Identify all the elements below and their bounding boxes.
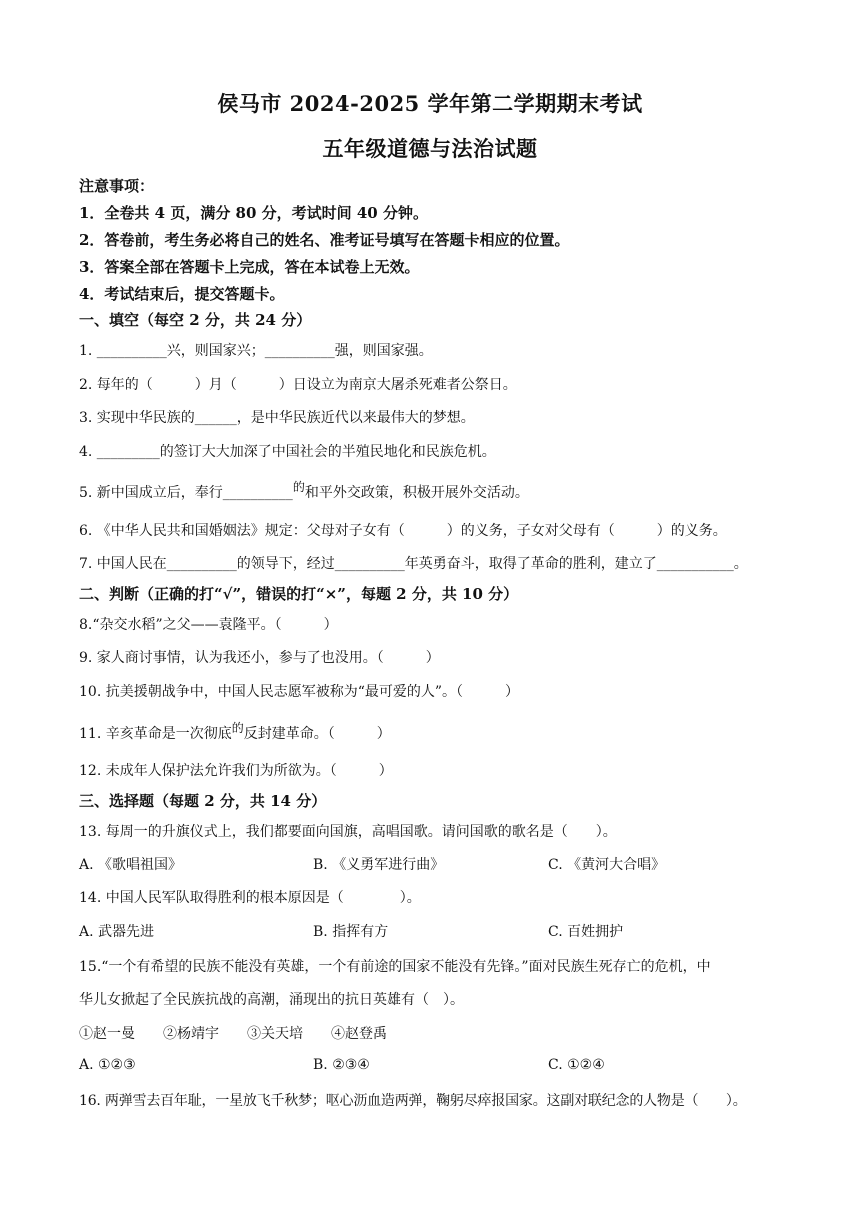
notice-heading: 注意事项： — [79, 177, 155, 195]
section-heading: 二、判断（正确的打“√”，错误的打“×”，每题 2 分，共 10 分） — [79, 585, 519, 603]
question-15: 15.“一个有希望的民族不能没有英雄，一个有前途的国家不能没有先锋。”面对民族生死存亡的危机，中 — [79, 959, 711, 975]
question-14-option-b: B. 指挥有方 — [313, 924, 389, 940]
question-4: 4. _________的签订大大加深了中国社会的半殖民地化和民族危机。 — [79, 444, 496, 460]
question-13: 13. 每周一的升旗仪式上，我们都要面向国旗，高唱国歌。请问国歌的歌名是（ ）。 — [79, 824, 617, 840]
question-15-option-c: C. ①②④ — [548, 1057, 605, 1073]
question-15-continued: 华儿女掀起了全民族抗战的高潮，涌现出的抗日英雄有（ ）。 — [79, 992, 464, 1008]
exam-subtitle: 五年级道德与法治试题 — [322, 136, 538, 161]
question-7: 7. 中国人民在__________的领导下，经过__________年英勇奋斗，取得了革命的胜利，建立了___________。 — [79, 556, 748, 572]
question-15-option-b: B. ②③④ — [313, 1057, 370, 1073]
question-16: 16. 两弹雪去百年耻，一星放飞千秋梦；呕心沥血造两弹，鞠躬尽瘁报国家。这副对联纪念的人物是（ ）。 — [79, 1093, 747, 1109]
question-11-text: 11. 辛亥革命是一次彻底 — [79, 726, 232, 742]
question-15-items: ①赵一曼 ②杨靖宇 ③关天培 ④赵登禹 — [79, 1026, 387, 1042]
question-14-option-a: A. 武器先进 — [79, 924, 155, 940]
question-9: 9. 家人商讨事情，认为我还小，参与了也没用。（ ） — [79, 650, 440, 666]
question-10: 10. 抗美援朝战争中，中国人民志愿军被称为“最可爱的人”。（ ） — [79, 684, 520, 700]
question-11 — [79, 723, 391, 743]
question-13-option-c: C. 《黄河大合唱》 — [548, 857, 666, 873]
notice-item: 3．答案全部在答题卡上完成，答在本试卷上无效。 — [79, 258, 420, 276]
notice-item: 4．考试结束后，提交答题卡。 — [79, 285, 285, 303]
question-14-option-c: C. 百姓拥护 — [548, 924, 624, 940]
question-6: 6. 《中华人民共和国婚姻法》规定：父母对子女有（ ）的义务，子女对父母有（ ）的义务。 — [79, 523, 727, 539]
notice-item: 1．全卷共 4 页，满分 80 分，考试时间 40 分钟。 — [79, 204, 428, 222]
notice-item: 2．答卷前，考生务必将自己的姓名、准考证号填写在答题卡相应的位置。 — [79, 231, 570, 249]
question-11-text-end: 反封建革命。（ ） — [243, 726, 391, 742]
section-heading: 一、填空（每空 2 分，共 24 分） — [79, 311, 312, 329]
question-5-text: 5. 新中国成立后，奉行__________ — [79, 485, 293, 501]
question-2: 2. 每年的（ ）月（ ）日设立为南京大屠杀死难者公祭日。 — [79, 377, 517, 393]
question-5 — [79, 482, 529, 502]
question-13-option-b: B. 《义勇军进行曲》 — [313, 857, 445, 873]
exam-title: 侯马市 2024-2025 学年第二学期期末考试 — [217, 91, 643, 116]
question-12: 12. 未成年人保护法允许我们为所欲为。（ ） — [79, 763, 393, 779]
question-1: 1. __________兴，则国家兴；__________强，则国家强。 — [79, 343, 433, 359]
question-8: 8.“杂交水稻”之父——袁隆平。（ ） — [79, 617, 338, 633]
question-13-option-a: A. 《歌唱祖国》 — [79, 857, 183, 873]
question-14: 14. 中国人民军队取得胜利的根本原因是（ ）。 — [79, 890, 421, 906]
question-15-option-a: A. ①②③ — [79, 1057, 136, 1073]
question-11-superscript: 的 — [231, 721, 244, 735]
question-5-superscript: 的 — [292, 480, 305, 494]
question-5-text-end: 和平外交政策，积极开展外交活动。 — [304, 485, 529, 501]
question-3: 3. 实现中华民族的______，是中华民族近代以来最伟大的梦想。 — [79, 410, 475, 426]
section-heading: 三、选择题（每题 2 分，共 14 分） — [79, 792, 327, 810]
